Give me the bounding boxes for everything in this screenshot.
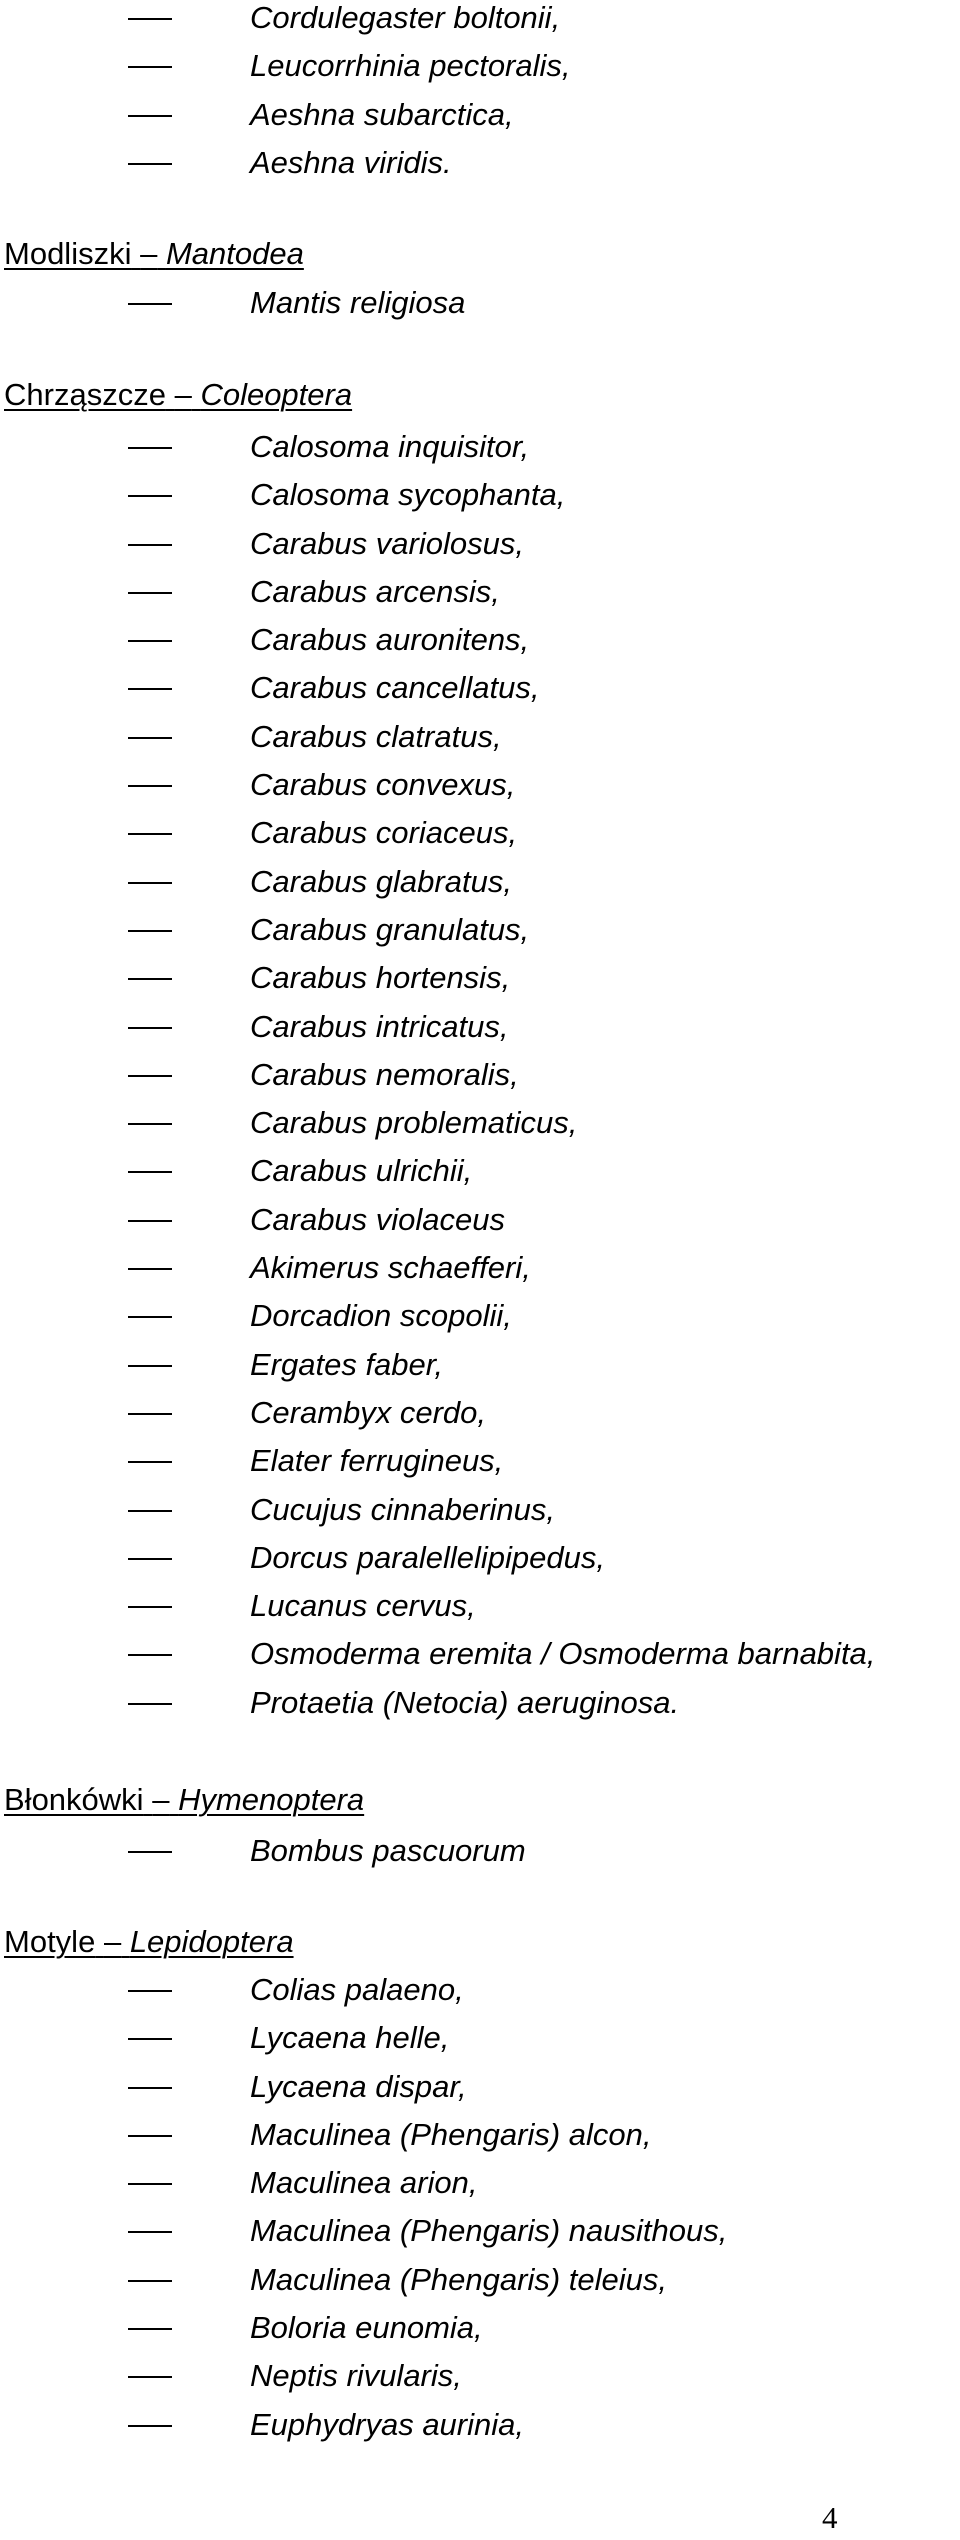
dash-bullet <box>128 2376 172 2378</box>
dash-bullet <box>128 2280 172 2282</box>
species-item <box>0 2304 960 2352</box>
species-item <box>0 568 960 616</box>
species-name: Elater ferrugineus, <box>250 1443 504 1479</box>
species-name: Protaetia (Netocia) aeruginosa. <box>250 1684 680 1720</box>
dash-bullet <box>128 2328 172 2330</box>
species-name: Colias palaeno, <box>250 1972 464 2007</box>
dash-bullet <box>128 1220 172 1222</box>
species-list-coleoptera <box>0 423 960 1727</box>
dash-bullet <box>128 2231 172 2233</box>
dash-bullet <box>128 1703 172 1705</box>
species-name: Carabus violaceus <box>250 1201 506 1237</box>
dash-bullet <box>128 1606 172 1608</box>
section-heading-mantodea <box>4 234 304 274</box>
heading-polish-name: Chrząszcze <box>4 377 166 412</box>
section-heading-coleoptera <box>4 375 352 415</box>
dash-bullet <box>128 882 172 884</box>
dash-bullet <box>128 1027 172 1029</box>
species-item <box>0 1630 960 1678</box>
dash-bullet <box>128 640 172 642</box>
dash-bullet <box>128 2425 172 2427</box>
species-item <box>0 1827 960 1875</box>
species-name: Maculinea (Phengaris) alcon, <box>250 2116 652 2152</box>
species-item <box>0 858 960 906</box>
species-name: Mantis religiosa <box>250 285 466 320</box>
heading-polish-name: Motyle <box>4 1924 96 1959</box>
species-name: Carabus intricatus, <box>250 1008 509 1044</box>
dash-bullet <box>128 1461 172 1463</box>
species-name: Osmoderma eremita / Osmoderma barnabita, <box>250 1636 876 1672</box>
species-name: Dorcus paralellelipipedus, <box>250 1539 605 1575</box>
dash-bullet <box>128 592 172 594</box>
species-name: Aeshna subarctica, <box>250 96 514 132</box>
dash-bullet <box>128 1990 172 1992</box>
species-name: Boloria eunomia, <box>250 2310 483 2346</box>
species-name: Carabus variolosus, <box>250 525 524 561</box>
species-item <box>0 91 960 139</box>
dash-bullet <box>128 1123 172 1125</box>
species-item <box>0 1292 960 1340</box>
species-name: Carabus auronitens, <box>250 622 530 658</box>
species-name: Carabus problematicus, <box>250 1105 578 1141</box>
species-name: Euphydryas aurinia, <box>250 2406 524 2442</box>
species-item <box>0 616 960 664</box>
species-item <box>0 1099 960 1147</box>
dash-bullet <box>128 1510 172 1512</box>
species-name: Carabus cancellatus, <box>250 670 540 706</box>
dash-bullet <box>128 115 172 117</box>
section-heading-hymenoptera <box>4 1780 364 1820</box>
species-name: Maculinea (Phengaris) teleius, <box>250 2261 667 2297</box>
species-name: Carabus hortensis, <box>250 960 511 996</box>
species-list-hymenoptera <box>0 1827 960 1875</box>
species-item <box>0 139 960 187</box>
dash-bullet <box>128 1558 172 1560</box>
species-item <box>0 1341 960 1389</box>
dash-bullet <box>128 495 172 497</box>
species-item <box>0 713 960 761</box>
species-name: Maculinea (Phengaris) nausithous, <box>250 2213 728 2249</box>
species-item <box>0 1147 960 1195</box>
species-item <box>0 664 960 712</box>
continued-species-list <box>0 0 960 187</box>
dash-bullet <box>128 1851 172 1853</box>
species-name: Lucanus cervus, <box>250 1588 476 1624</box>
dash-bullet <box>128 2183 172 2185</box>
dash-bullet <box>128 1268 172 1270</box>
species-name: Carabus clatratus, <box>250 718 502 754</box>
species-name: Cordulegaster boltonii, <box>250 0 561 35</box>
species-name: Aeshna viridis. <box>250 144 452 180</box>
species-item <box>0 1534 960 1582</box>
dash-bullet <box>128 1075 172 1077</box>
dash-bullet <box>128 1413 172 1415</box>
species-item <box>0 2111 960 2159</box>
species-item <box>0 2401 960 2449</box>
species-item <box>0 1389 960 1437</box>
species-name: Neptis rivularis, <box>250 2358 462 2394</box>
species-item <box>0 2063 960 2111</box>
species-name: Carabus nemoralis, <box>250 1056 519 1092</box>
dash-bullet <box>128 1316 172 1318</box>
species-name: Calosoma inquisitor, <box>250 429 530 464</box>
species-item <box>0 0 960 42</box>
species-name: Calosoma sycophanta, <box>250 477 566 513</box>
dash-bullet <box>128 1171 172 1173</box>
species-name: Lycaena dispar, <box>250 2068 467 2104</box>
species-name: Bombus pascuorum <box>250 1833 526 1868</box>
dash-bullet <box>128 930 172 932</box>
heading-latin-name: Mantodea <box>165 236 304 271</box>
species-item <box>0 1437 960 1485</box>
species-item <box>0 809 960 857</box>
species-name: Ergates faber, <box>250 1346 444 1382</box>
species-item <box>0 42 960 90</box>
heading-polish-name: Błonkówki <box>4 1782 144 1817</box>
dash-bullet <box>128 2087 172 2089</box>
species-item <box>0 520 960 568</box>
dash-bullet <box>128 833 172 835</box>
species-name: Leucorrhinia pectoralis, <box>250 48 571 84</box>
species-item <box>0 1244 960 1292</box>
dash-bullet <box>128 18 172 20</box>
species-name: Maculinea arion, <box>250 2165 478 2201</box>
heading-separator: – <box>103 1924 122 1959</box>
page-number: 4 <box>822 2500 838 2535</box>
species-name: Carabus granulatus, <box>250 911 530 947</box>
species-name: Akimerus schaefferi, <box>250 1250 531 1286</box>
dash-bullet <box>128 737 172 739</box>
heading-latin-name: Lepidoptera <box>129 1924 294 1959</box>
dash-bullet <box>128 785 172 787</box>
species-name: Dorcadion scopolii, <box>250 1298 512 1334</box>
species-item <box>0 471 960 519</box>
species-name: Carabus arcensis, <box>250 573 500 609</box>
heading-polish-name: Modliszki <box>4 236 132 271</box>
dash-bullet <box>128 544 172 546</box>
species-item <box>0 1003 960 1051</box>
dash-bullet <box>128 163 172 165</box>
dash-bullet <box>128 2038 172 2040</box>
species-item <box>0 423 960 471</box>
dash-bullet <box>128 2135 172 2137</box>
species-item <box>0 954 960 1002</box>
species-item <box>0 1196 960 1244</box>
species-item <box>0 906 960 954</box>
dash-bullet <box>128 978 172 980</box>
heading-separator: – <box>152 1782 170 1817</box>
species-item <box>0 1051 960 1099</box>
species-name: Cerambyx cerdo, <box>250 1394 487 1430</box>
species-list-mantodea <box>0 279 960 327</box>
heading-latin-name: Coleoptera <box>200 377 353 412</box>
species-item <box>0 1966 960 2014</box>
species-item <box>0 2256 960 2304</box>
dash-bullet <box>128 1365 172 1367</box>
species-item <box>0 1486 960 1534</box>
species-name: Carabus convexus, <box>250 767 516 803</box>
species-name: Carabus coriaceus, <box>250 815 518 851</box>
species-name: Carabus glabratus, <box>250 863 512 899</box>
heading-separator: – <box>174 377 192 412</box>
species-name: Carabus ulrichii, <box>250 1153 473 1189</box>
species-list-lepidoptera <box>0 1966 960 2449</box>
species-item <box>0 1582 960 1630</box>
species-item <box>0 2352 960 2400</box>
species-item <box>0 2014 960 2062</box>
dash-bullet <box>128 688 172 690</box>
species-name: Lycaena helle, <box>250 2020 450 2056</box>
dash-bullet <box>128 447 172 449</box>
section-heading-lepidoptera <box>4 1922 294 1962</box>
species-item <box>0 279 960 327</box>
dash-bullet <box>128 1654 172 1656</box>
species-name: Cucujus cinnaberinus, <box>250 1491 556 1527</box>
heading-latin-name: Hymenoptera <box>178 1782 365 1817</box>
dash-bullet <box>128 303 172 305</box>
species-item <box>0 761 960 809</box>
species-item <box>0 2159 960 2207</box>
species-item <box>0 1679 960 1727</box>
species-item <box>0 2207 960 2255</box>
heading-separator: – <box>140 236 158 271</box>
dash-bullet <box>128 66 172 68</box>
